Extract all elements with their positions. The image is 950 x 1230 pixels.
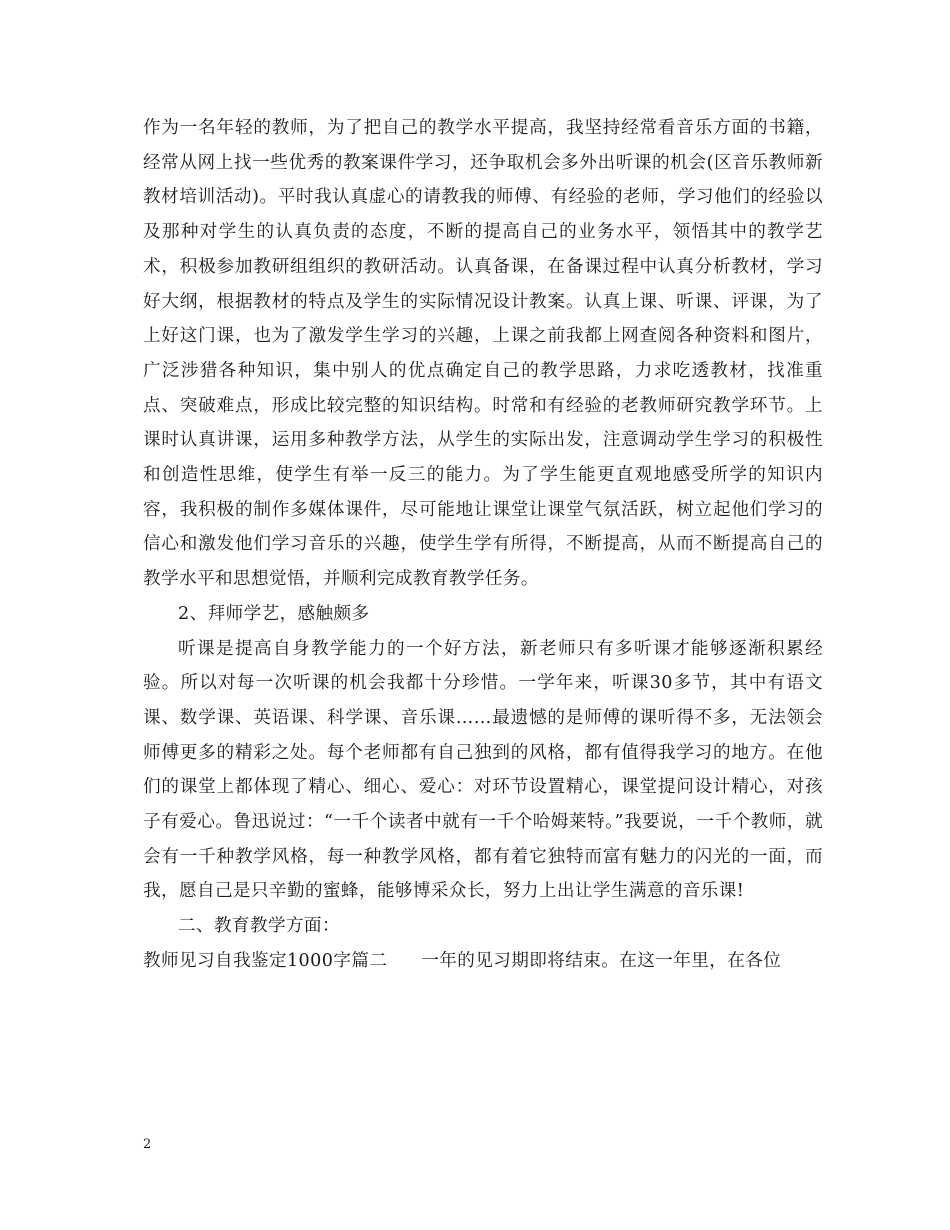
article-heading-part-two: 教师见习自我鉴定1000字篇二 — [143, 950, 388, 971]
page-number: 2 — [143, 1137, 152, 1152]
section-heading-apprenticeship: 2、拜师学艺，感触颇多 — [178, 603, 370, 624]
paragraph-lesson-observation: 听课是提高自身教学能力的一个好方法，新老师只有多听课才能够逐渐积累经验。所以对每一次听课的机会我都十分珍惜。一学年来，听课30多节，其中有语文课、数学课、英语课、科学课、音乐课……最遗憾的是师傅的课听得不多，无法领会师傅更多的精彩之处。每个老师都有自己独到的风格，都有值得我学习的地方。在他们的课堂上都体现了精心、细心、爱心：对环节设置精心，课堂提问设计精心，对孩子有爱心。鲁迅说过：“一千个读者中就有一千个哈姆莱特。”我要说，一千个教师，就会有一千种教学风格，每一种教学风格，都有着它独特而富有魅力的闪光的一面，而我，愿自己是只辛勤的蜜蜂，能够博采众长，努力上出让学生满意的音乐课! — [143, 638, 823, 902]
section-heading-teaching-aspect: 二、教育教学方面： — [178, 916, 340, 937]
paragraph-teaching-growth: 作为一名年轻的教师，为了把自己的教学水平提高，我坚持经常看音乐方面的书籍，经常从网上找一些优秀的教案课件学习，还争取机会多外出听课的机会(区音乐教师新教材培训活动)。平时我认真虚心的请教我的师傅、有经验的老师，学习他们的经验以及那种对学生的认真负责的态度，不断的提高自己的业务水平，领悟其中的教学艺术，积极参加教研组组织的教研活动。认真备课，在备课过程中认真分析教材，学习好大纲，根据教材的特点及学生的实际情况设计教案。认真上课、听课、评课，为了上好这门课，也为了激发学生学习的兴趣，上课之前我都上网查阅各种资料和图片，广泛涉猎各种知识，集中别人的优点确定自己的教学思路，力求吃透教材，找准重点、突破难点，形成比较完整的知识结构。时常和有经验的老教师研究教学环节。上课时认真讲课，运用多种教学方法，从学生的实际出发，注意调动学生学习的积极性和创造性思维，使学生有举一反三的能力。为了学生能更直观地感受所学的知识内容，我积极的制作多媒体课件，尽可能地让课堂让课堂气氛活跃，树立起他们学习的信心和激发他们学习音乐的兴趣，使学生学有所得，不断提高，从而不断提高自己的教学水平和思想觉悟，并顺利完成教育教学任务。 — [143, 118, 823, 590]
final-line — [143, 944, 823, 979]
document-body — [143, 111, 823, 979]
article-opening-text: 一年的见习期即将结束。在这一年里，在各位 — [421, 950, 782, 971]
